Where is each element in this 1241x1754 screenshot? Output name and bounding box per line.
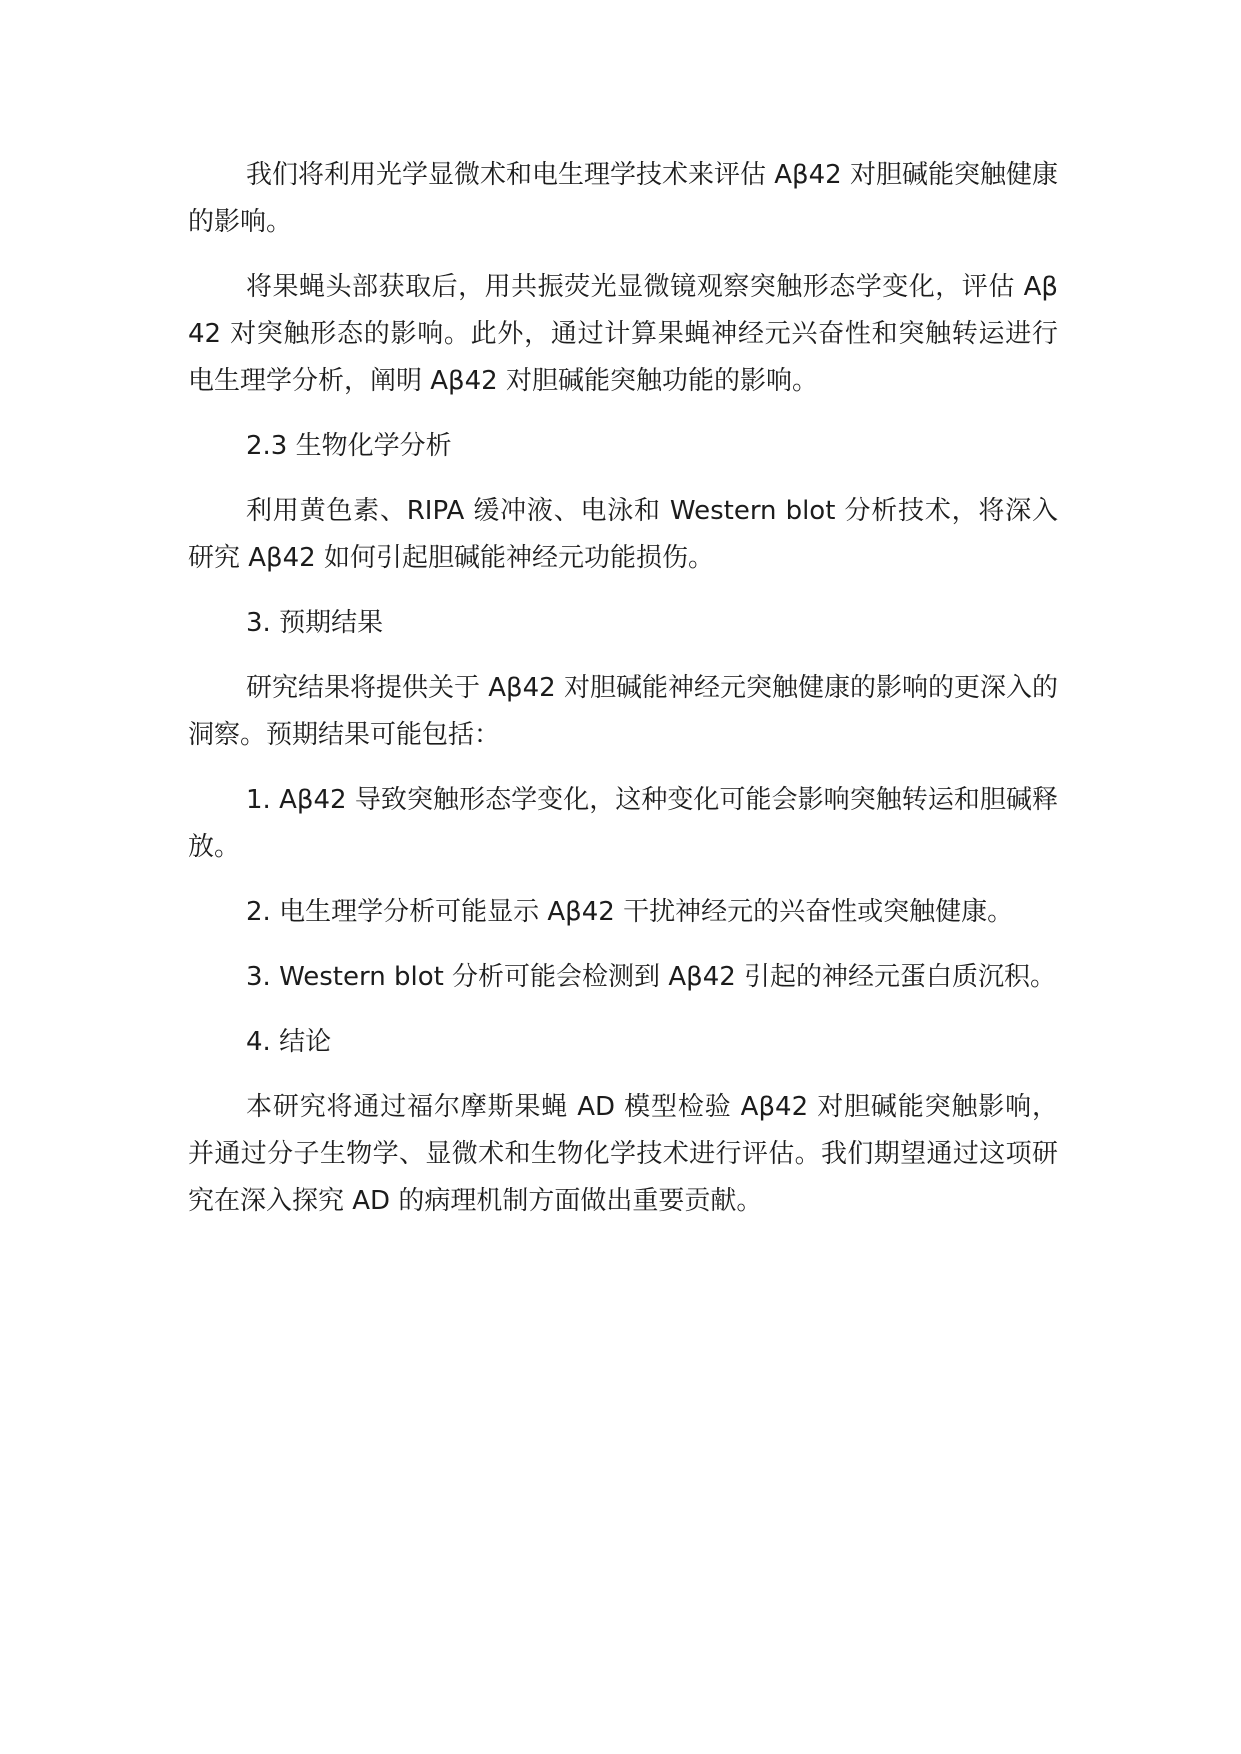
list-item-result-2: 2. 电生理学分析可能显示 Aβ42 干扰神经元的兴奋性或突触健康。: [246, 897, 1014, 927]
section-heading-expected-results: 3. 预期结果: [246, 608, 384, 638]
section-heading-conclusion: 4. 结论: [246, 1027, 332, 1057]
paragraph-biochemistry-methods: 利用黄色素、RIPA 缓冲液、电泳和 Western blot 分析技术，将深入研究 Aβ42 如何引起胆碱能神经元功能损伤。: [188, 496, 1058, 573]
list-item-result-3: 3. Western blot 分析可能会检测到 Aβ42 引起的神经元蛋白质沉积。: [246, 962, 1057, 992]
paragraph-confocal-analysis: 将果蝇头部获取后，用共振荧光显微镜观察突触形态学变化，评估 Aβ42 对突触形态的影响。此外，通过计算果蝇神经元兴奋性和突触转运进行电生理学分析，阐明 Aβ42 对胆碱能突触功能的影响。: [188, 272, 1058, 396]
paragraph-conclusion: 本研究将通过福尔摩斯果蝇 AD 模型检验 Aβ42 对胆碱能突触影响，并通过分子生物学、显微术和生物化学技术进行评估。我们期望通过这项研究在深入探究 AD 的病理机制方面做出重要贡献。: [188, 1092, 1058, 1216]
paragraph-expected-results-intro: 研究结果将提供关于 Aβ42 对胆碱能神经元突触健康的影响的更深入的洞察。预期结果可能包括：: [188, 673, 1058, 750]
list-item-result-1: 1. Aβ42 导致突触形态学变化，这种变化可能会影响突触转运和胆碱释放。: [188, 785, 1058, 862]
paragraph-microscopy-electrophysiology: 我们将利用光学显微术和电生理学技术来评估 Aβ42 对胆碱能突触健康的影响。: [188, 160, 1058, 237]
section-heading-biochemistry: 2.3 生物化学分析: [246, 431, 452, 461]
document-body: [188, 152, 1058, 1243]
